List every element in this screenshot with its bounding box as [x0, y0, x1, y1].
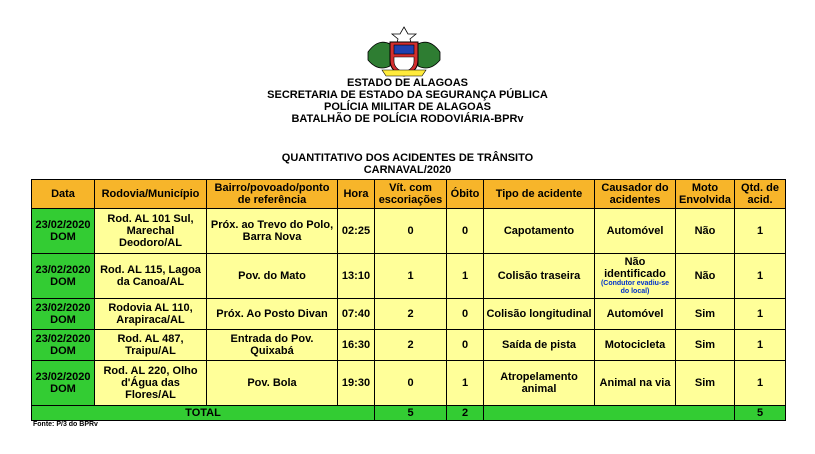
causador-value: Automóvel — [606, 308, 664, 320]
col-header-tipo: Tipo de acidente — [484, 180, 595, 209]
tipo-cell: Colisão longitudinal — [484, 299, 595, 330]
date-value: 23/02/2020 — [35, 264, 91, 276]
date-cell — [32, 299, 95, 330]
date-cell — [32, 361, 95, 406]
col-header-obito: Óbito — [447, 180, 484, 209]
report-subtitle: CARNAVAL/2020 — [363, 164, 452, 176]
total-qtd: 5 — [735, 406, 786, 421]
vitimas-cell: 1 — [375, 254, 447, 299]
causador-cell — [595, 209, 676, 254]
alagoas-coat-of-arms-icon — [364, 26, 444, 78]
hora-cell: 02:25 — [338, 209, 375, 254]
causador-value: Animal na via — [599, 377, 671, 389]
total-row — [32, 406, 786, 421]
causador-cell — [595, 254, 676, 299]
hora-cell: 07:40 — [338, 299, 375, 330]
col-header-rodovia: Rodovia/Município — [95, 180, 207, 209]
weekday-value: DOM — [50, 383, 76, 395]
total-vitimas: 5 — [375, 406, 447, 421]
rodovia-cell: Rod. AL 220, Olho d'Água das Flores/AL — [95, 361, 207, 406]
moto-cell: Sim — [676, 299, 735, 330]
date-cell — [32, 254, 95, 299]
date-cell — [32, 330, 95, 361]
header-line-state: ESTADO DE ALAGOAS — [346, 77, 468, 89]
date-value: 23/02/2020 — [35, 219, 91, 231]
moto-cell: Sim — [676, 361, 735, 406]
table-row — [32, 361, 786, 406]
col-header-hora: Hora — [338, 180, 375, 209]
qtd-cell: 1 — [735, 299, 786, 330]
rodovia-cell: Rod. AL 101 Sul, Marechal Deodoro/AL — [95, 209, 207, 254]
report-title: QUANTITATIVO DOS ACIDENTES DE TRÂNSITO — [281, 152, 534, 164]
col-header-vitimas: Vít. com escoriações — [375, 180, 447, 209]
total-empty — [484, 406, 735, 421]
total-label: TOTAL — [32, 406, 375, 421]
table-row — [32, 209, 786, 254]
tipo-cell: Colisão traseira — [484, 254, 595, 299]
weekday-value: DOM — [50, 345, 76, 357]
bairro-cell: Pov. do Mato — [207, 254, 338, 299]
causador-value: Motocicleta — [604, 339, 666, 351]
moto-cell: Não — [676, 209, 735, 254]
total-obito: 2 — [447, 406, 484, 421]
bairro-cell: Entrada do Pov. Quixabá — [207, 330, 338, 361]
source-note: Fonte: P/3 do BPRv — [33, 421, 98, 428]
qtd-cell: 1 — [735, 330, 786, 361]
date-value: 23/02/2020 — [35, 371, 91, 383]
date-cell — [32, 209, 95, 254]
rodovia-cell: Rodovia AL 110, Arapiraca/AL — [95, 299, 207, 330]
accidents-table — [31, 179, 786, 421]
rodovia-cell: Rod. AL 115, Lagoa da Canoa/AL — [95, 254, 207, 299]
qtd-cell: 1 — [735, 209, 786, 254]
col-header-causador: Causador do acidentes — [595, 180, 676, 209]
obito-cell: 0 — [447, 330, 484, 361]
weekday-value: DOM — [50, 276, 76, 288]
qtd-cell: 1 — [735, 361, 786, 406]
vitimas-cell: 2 — [375, 330, 447, 361]
table-row — [32, 299, 786, 330]
obito-cell: 1 — [447, 361, 484, 406]
obito-cell: 0 — [447, 299, 484, 330]
table-header-row — [32, 180, 786, 209]
tipo-cell: Capotamento — [484, 209, 595, 254]
hora-cell: 13:10 — [338, 254, 375, 299]
causador-cell — [595, 330, 676, 361]
hora-cell: 19:30 — [338, 361, 375, 406]
moto-cell: Não — [676, 254, 735, 299]
bairro-cell: Próx. Ao Posto Divan — [207, 299, 338, 330]
col-header-moto: Moto Envolvida — [676, 180, 735, 209]
col-header-bairro: Bairro/povoado/ponto de referência — [207, 180, 338, 209]
table-row — [32, 254, 786, 299]
table-row — [32, 330, 786, 361]
causador-note: (Condutor evadiu-se do local) — [600, 280, 670, 295]
header-line-police: POLÍCIA MILITAR DE ALAGOAS — [323, 101, 492, 113]
causador-cell — [595, 299, 676, 330]
bairro-cell: Pov. Bola — [207, 361, 338, 406]
obito-cell: 0 — [447, 209, 484, 254]
weekday-value: DOM — [50, 314, 76, 326]
header-line-battalion: BATALHÃO DE POLÍCIA RODOVIÁRIA-BPRv — [291, 113, 524, 125]
qtd-cell: 1 — [735, 254, 786, 299]
weekday-value: DOM — [50, 231, 76, 243]
causador-value: Não identificado — [604, 256, 666, 280]
vitimas-cell: 0 — [375, 361, 447, 406]
vitimas-cell: 2 — [375, 299, 447, 330]
institution-header — [0, 77, 815, 125]
moto-cell: Sim — [676, 330, 735, 361]
col-header-data: Data — [32, 180, 95, 209]
tipo-cell: Atropelamento animal — [484, 361, 595, 406]
date-value: 23/02/2020 — [35, 302, 91, 314]
rodovia-cell: Rod. AL 487, Traipu/AL — [95, 330, 207, 361]
obito-cell: 1 — [447, 254, 484, 299]
hora-cell: 16:30 — [338, 330, 375, 361]
date-value: 23/02/2020 — [35, 333, 91, 345]
causador-cell — [595, 361, 676, 406]
col-header-qtd: Qtd. de acid. — [735, 180, 786, 209]
causador-value: Automóvel — [606, 225, 664, 237]
report-title-block — [0, 152, 815, 176]
tipo-cell: Saída de pista — [484, 330, 595, 361]
header-line-secretariat: SECRETARIA DE ESTADO DA SEGURANÇA PÚBLICA — [267, 89, 548, 101]
bairro-cell: Próx. ao Trevo do Polo, Barra Nova — [207, 209, 338, 254]
vitimas-cell: 0 — [375, 209, 447, 254]
